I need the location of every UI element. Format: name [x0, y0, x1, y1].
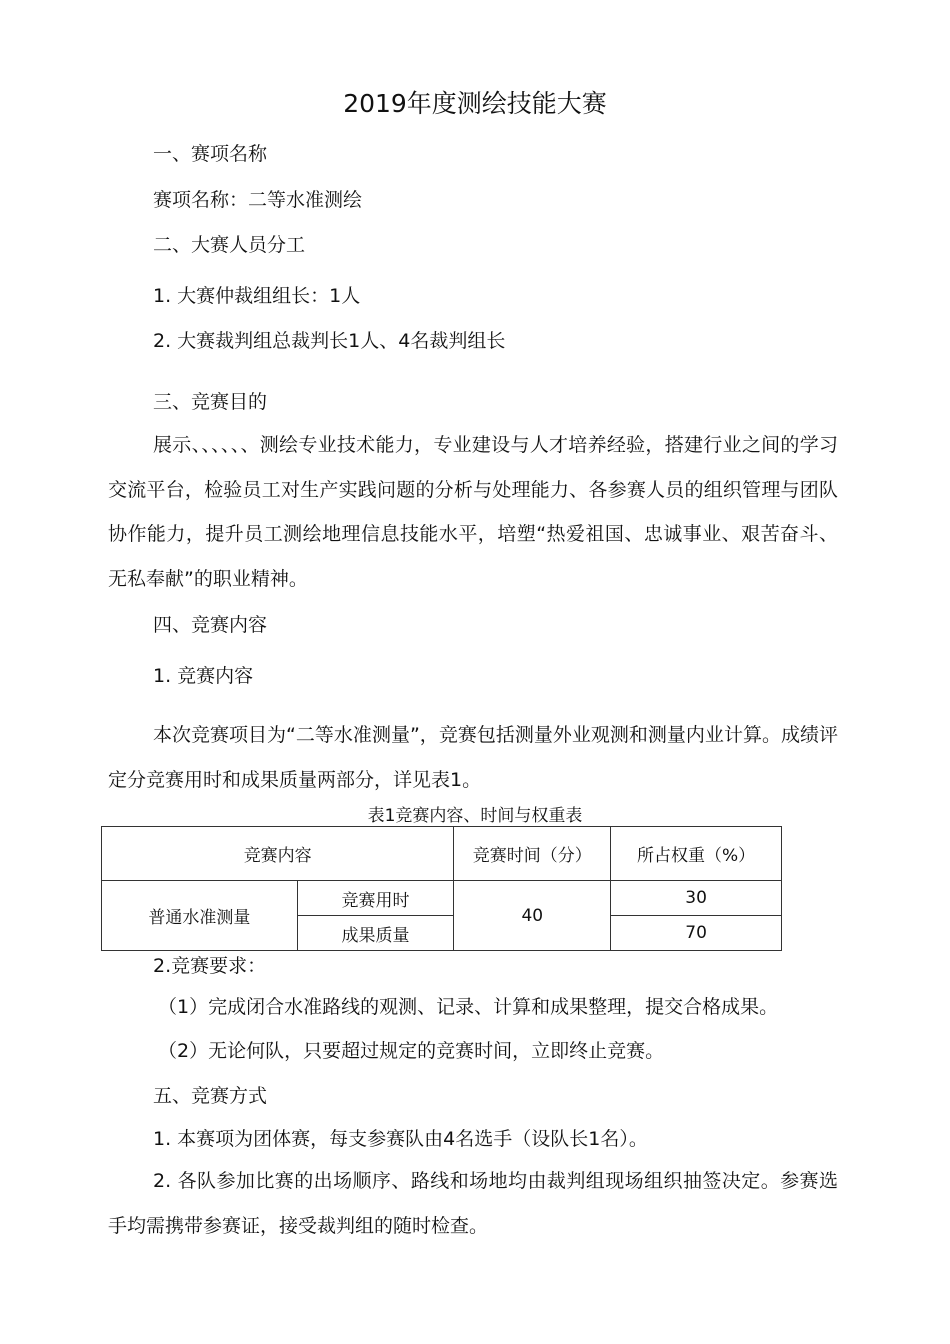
requirements-heading: 2.竞赛要求： — [153, 955, 267, 977]
section-3-heading: 三、竞赛目的 — [153, 391, 268, 413]
section-1-heading: 一、赛项名称 — [153, 143, 268, 165]
sub-item-result-quality: 成果质量 — [297, 916, 454, 951]
section-2-heading: 二、大赛人员分工 — [153, 234, 306, 256]
cell-weight-2: 70 — [611, 916, 782, 951]
requirement-2: （2）无论何队，只要超过规定的竞赛时间，立即终止竞赛。 — [158, 1040, 665, 1062]
document-title: 2019年度测绘技能大赛 — [343, 89, 607, 118]
table-row — [102, 881, 782, 916]
header-weight: 所占权重（%） — [611, 827, 782, 881]
section-5-paragraph: 2. 各队参加比赛的出场顺序、路线和场地均由裁判组现场组织抽签决定。参赛选手均需携带参赛证，接受裁判组的随时检查。 — [108, 1170, 838, 1237]
section-2-item-1: 1. 大赛仲裁组组长：1人 — [153, 285, 361, 307]
header-content: 竞赛内容 — [102, 827, 454, 881]
section-4-heading: 四、竞赛内容 — [153, 614, 268, 636]
cell-time: 40 — [454, 881, 611, 951]
section-3-paragraph: 展示、、、、、、测绘专业技术能力，专业建设与人才培养经验，搭建行业之间的学习交流平台，检验员工对生产实践问题的分析与处理能力、各参赛人员的组织管理与团队协作能力，提升员工测绘地理信息技能水平，培塑“热爱祖国、忠诚事业、艰苦奋斗、无私奉献”的职业精神。 — [108, 434, 838, 590]
cell-weight-1: 30 — [611, 881, 782, 916]
header-time: 竞赛时间（分） — [454, 827, 611, 881]
section-2-item-2: 2. 大赛裁判组总裁判长1人、4名裁判组长 — [153, 330, 506, 352]
section-4-paragraph: 本次竞赛项目为“二等水准测量”，竞赛包括测量外业观测和测量内业计算。成绩评定分竞赛用时和成果质量两部分，详见表1。 — [108, 724, 838, 791]
table-header-row — [102, 827, 782, 881]
section-5-heading: 五、竞赛方式 — [153, 1085, 268, 1107]
row-label: 普通水准测量 — [102, 881, 298, 951]
section-5-item-1: 1. 本赛项为团体赛，每支参赛队由4名选手（设队长1名）。 — [153, 1128, 648, 1150]
sub-item-time-used: 竞赛用时 — [297, 881, 454, 916]
requirement-1: （1）完成闭合水准路线的观测、记录、计算和成果整理，提交合格成果。 — [158, 996, 779, 1018]
table-caption: 表1竞赛内容、时间与权重表 — [367, 806, 583, 826]
section-1-text: 赛项名称：二等水准测绘 — [153, 189, 363, 211]
section-4-item-1: 1. 竞赛内容 — [153, 665, 254, 687]
competition-table — [101, 826, 782, 951]
